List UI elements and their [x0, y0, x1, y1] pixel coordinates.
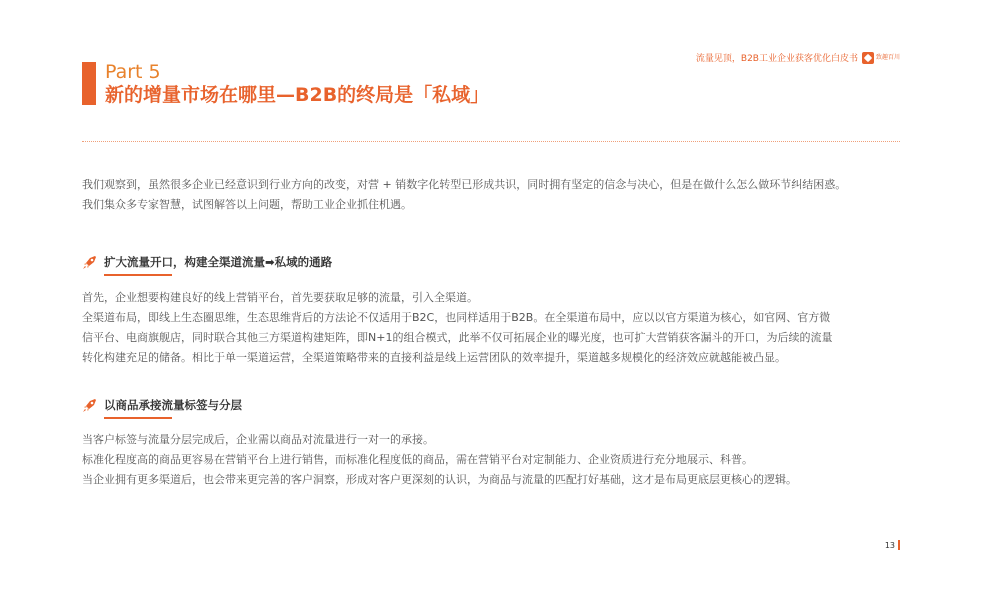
body-line: 全渠道布局，即线上生态圈思维，生态思维背后的方法论不仅适用于B2C，也同样适用于B2B。在全渠道布局中，应以以官方渠道为核心，如官网、官方微 — [82, 311, 831, 324]
page-title: 新的增量市场在哪里—B2B的终局是「私域」 — [105, 84, 490, 106]
rocket-icon — [82, 397, 98, 413]
page-number-text: 13 — [884, 540, 895, 550]
body-line: 信平台、电商旗舰店，同时联合其他三方渠道构建矩阵，即N+1的组合模式，此举不仅可拓展企业的曝光度，也可扩大营销获客漏斗的开口，为后续的流量 — [82, 331, 833, 344]
page-number-bar — [898, 540, 900, 550]
intro-line: 我们集众多专家智慧，试图解答以上问题，帮助工业企业抓住机遇。 — [82, 198, 412, 211]
body-line: 标准化程度高的商品更容易在营销平台上进行销售，而标准化程度低的商品，需在营销平台对定制能力、企业资质进行充分地展示、科普。 — [82, 453, 753, 466]
report-title: 流量见顶，B2B工业企业获客优化白皮书 — [695, 54, 858, 64]
intro-paragraph — [82, 175, 900, 215]
brand-logo — [862, 52, 900, 64]
section-underline — [104, 274, 172, 276]
section-body-1 — [82, 288, 900, 368]
body-line: 当企业拥有更多渠道后，也会带来更完善的客户洞察，形成对客户更深刻的认识，为商品与流量的匹配打好基础，这才是布局更底层更核心的逻辑。 — [82, 473, 797, 486]
dotted-divider — [82, 141, 900, 142]
page-number — [885, 540, 900, 550]
section-body-2 — [82, 430, 900, 490]
title-accent-bar — [82, 62, 96, 105]
body-line: 当客户标签与流量分层完成后，企业需以商品对流量进行一对一的承接。 — [82, 433, 434, 446]
rocket-icon — [82, 254, 98, 270]
body-line: 转化构建充足的储备。相比于单一渠道运营，全渠道策略带来的直接利益是线上运营团队的效率提升，渠道越多规模化的经济效应就越能被凸显。 — [82, 351, 786, 364]
section-title-block — [82, 62, 489, 105]
section-title: 扩大流量开口，构建全渠道流量➡私域的通路 — [104, 255, 333, 269]
section-underline — [104, 417, 172, 419]
brand-logo-text: 致趣百川 — [875, 53, 900, 61]
body-line: 首先，企业想要构建良好的线上营销平台，首先要获取足够的流量，引入全渠道。 — [82, 291, 478, 304]
part-label: Part 5 — [105, 61, 161, 83]
intro-line: 我们观察到，虽然很多企业已经意识到行业方向的改变，对营 + 销数字化转型已形成共识，同时拥有坚定的信念与决心，但是在做什么怎么做环节纠结困惑。 — [82, 178, 847, 191]
report-header — [696, 51, 900, 64]
section-heading-2 — [82, 396, 242, 419]
brand-logo-icon — [862, 52, 874, 64]
section-heading-1 — [82, 253, 332, 276]
section-title: 以商品承接流量标签与分层 — [104, 398, 242, 412]
